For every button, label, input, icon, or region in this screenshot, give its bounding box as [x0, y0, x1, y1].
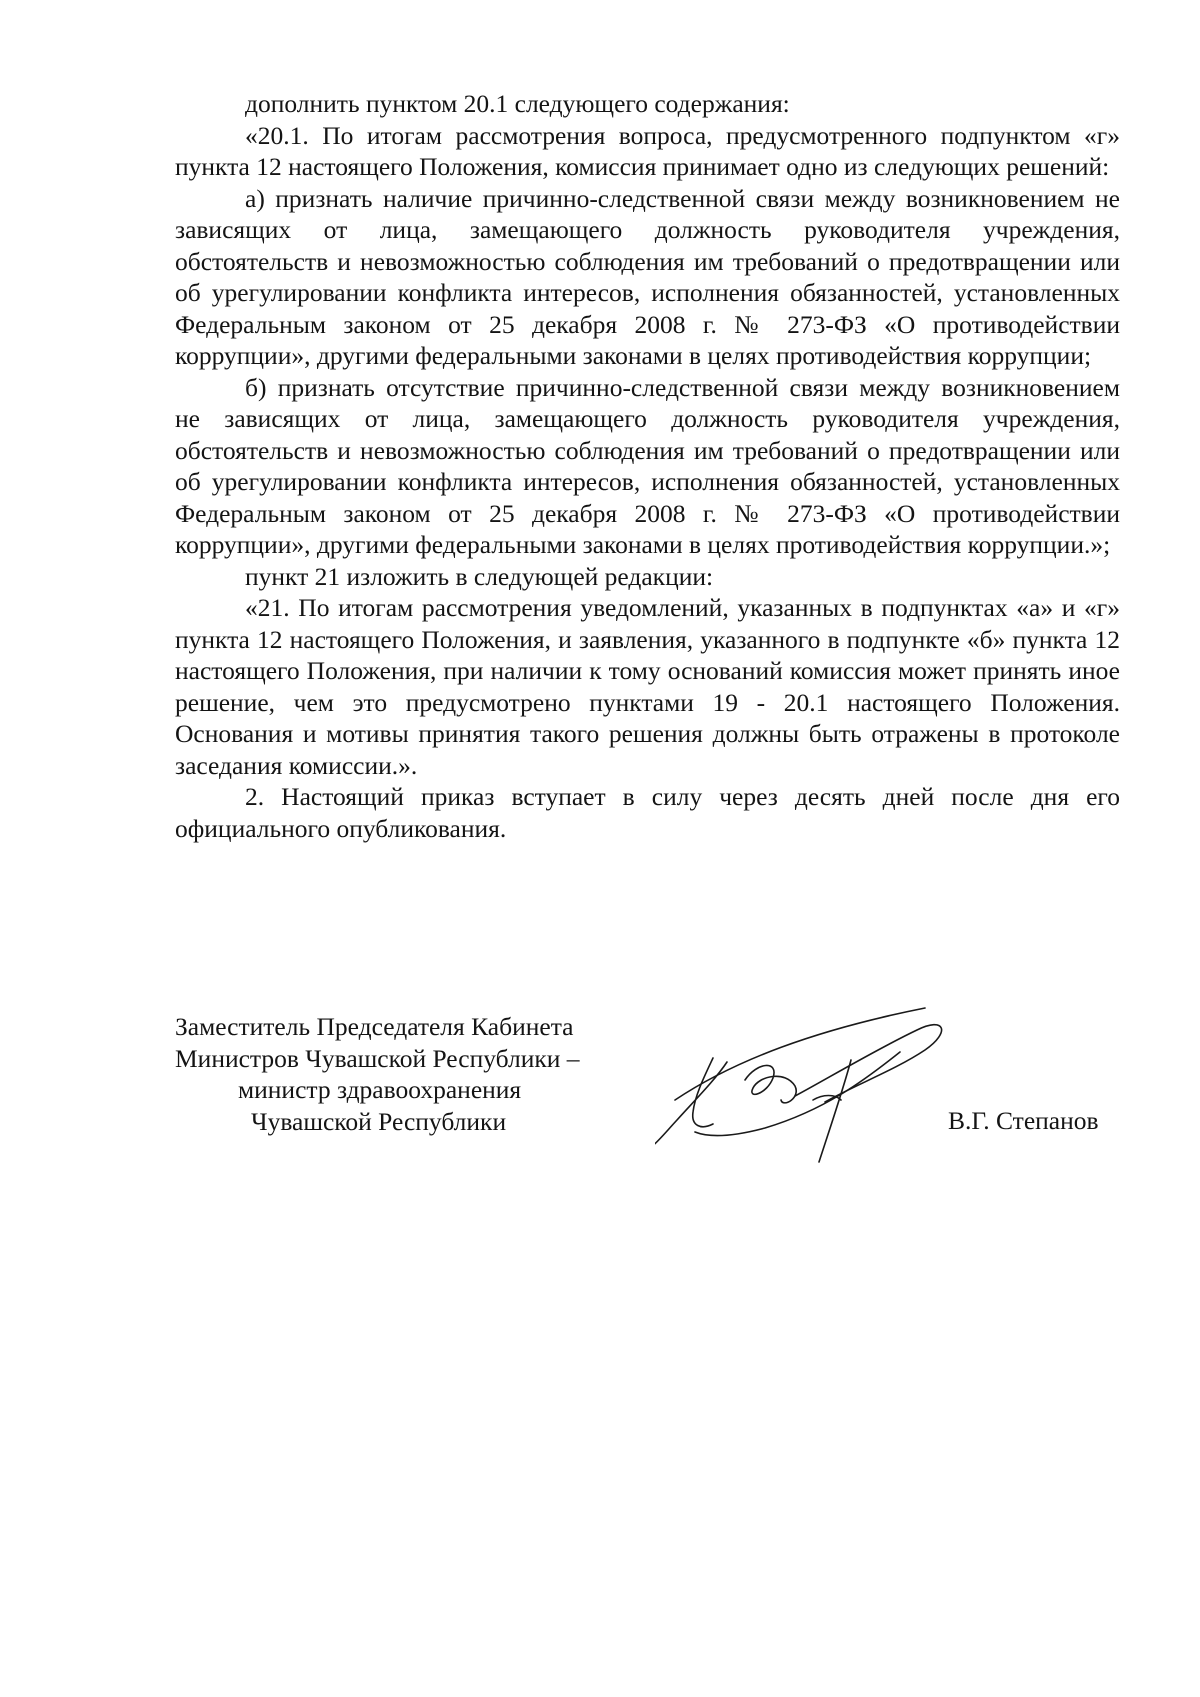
paragraph-subclause-a: а) признать наличие причинно-следственной связи между возникновением не зависящих от лица, замещающего должность руководителя учреждения, обстоятельств и невозможностью соблюдения им требований о предотвращении или об урегулировании конфликта интересов, исполнения обязанностей, установленных Федеральным законом от 25 декабря 2008 г. № 273-ФЗ «О противодействии коррупции», другими федеральными законами в целях противодействия коррупции; — [175, 183, 1120, 370]
signature-block — [0, 1000, 1200, 1160]
paragraph-intro-20-1: дополнить пунктом 20.1 следующего содержания: — [245, 89, 790, 118]
signatory-title-line: Заместитель Председателя Кабинета — [175, 1012, 574, 1041]
signatory-title-line: министр здравоохранения — [238, 1075, 522, 1104]
signatory-title — [175, 1011, 605, 1137]
paragraph-subclause-b: б) признать отсутствие причинно-следственной связи между возникновением не зависящих от лица, замещающего должность руководителя учреждения, обстоятельств и невозможностью соблюдения им требований о предотвращении или об урегулировании конфликта интересов, исполнения обязанностей, установленных Федеральным законом от 25 декабря 2008 г. № 273-ФЗ «О противодействии коррупции», другими федеральными законами в целях противодействия коррупции.»; — [175, 372, 1120, 559]
paragraph-effective-date: 2. Настоящий приказ вступает в силу через десять дней после дня его официального опубликования. — [175, 782, 1120, 843]
signatory-title-line: Чувашской Республики — [251, 1106, 507, 1136]
document-body — [175, 88, 1120, 844]
signatory-name: В.Г. Степанов — [948, 1106, 1099, 1135]
handwritten-signature — [655, 1000, 1035, 1170]
signatory-title-line: Министров Чувашской Республики – — [175, 1043, 580, 1073]
paragraph-intro-21: пункт 21 изложить в следующей редакции: — [245, 561, 714, 591]
paragraph-clause-20-1: «20.1. По итогам рассмотрения вопроса, предусмотренного подпунктом «г» пункта 12 настоящего Положения, комиссия принимает одно из следующих решений: — [175, 120, 1120, 181]
paragraph-clause-21: «21. По итогам рассмотрения уведомлений, указанных в подпунктах «а» и «г» пункта 12 настоящего Положения, и заявления, указанного в подпункте «б» пункта 12 настоящего Положения, при наличии к тому оснований комиссия может принять иное решение, чем это предусмотрено пунктами 19 - 20.1 настоящего Положения. Основания и мотивы принятия такого решения должны быть отражены в протоколе заседания комиссии.». — [175, 593, 1120, 780]
